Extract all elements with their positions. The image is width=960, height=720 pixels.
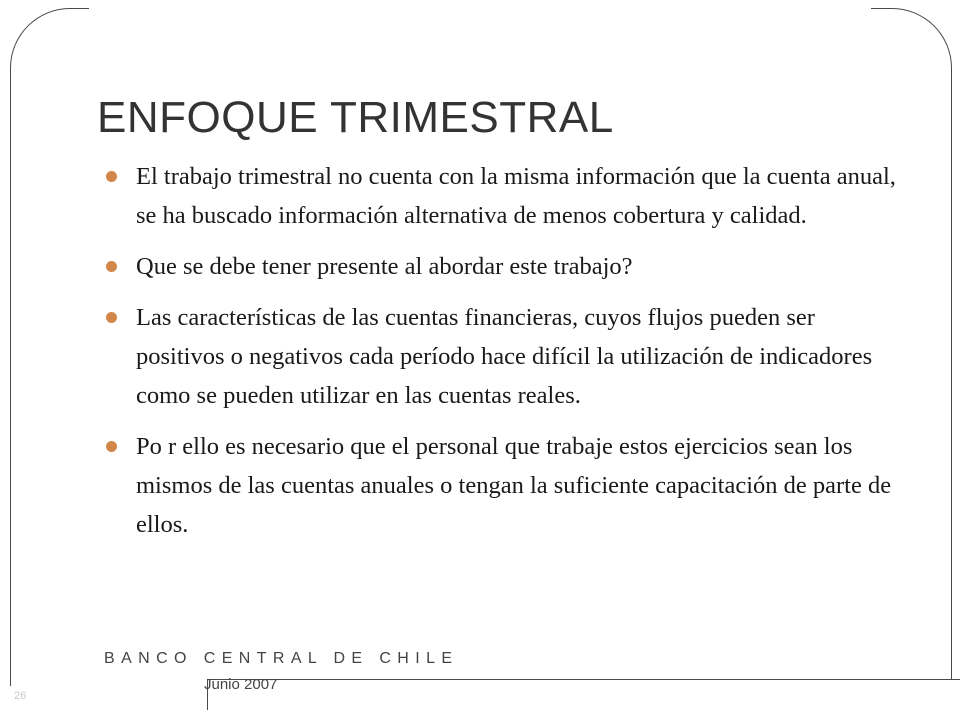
bullet-text: Las características de las cuentas financieras, cuyos flujos pueden ser positivos o negativos cada período hace difícil la utilización de indicadores como se pueden utilizar en las cuentas reales. [136, 304, 873, 409]
footer-date: Junio 2007 [204, 676, 278, 693]
bullet-item [106, 427, 896, 544]
footer-organization: BANCO CENTRAL DE CHILE [104, 650, 459, 667]
bullet-item [106, 157, 896, 235]
slide-number: 26 [14, 690, 27, 702]
bullet-item [106, 298, 896, 415]
bullet-text: Po r ello es necesario que el personal que trabaje estos ejercicios sean los mismos de las cuentas anuales o tengan la suficiente capacitación de parte de ellos. [136, 433, 892, 538]
frame-line-right [951, 88, 952, 680]
frame-corner-top-left [10, 8, 89, 87]
bullet-dot-icon [106, 171, 117, 182]
slide-title: ENFOQUE TRIMESTRAL [97, 93, 614, 142]
bullet-list [106, 157, 896, 556]
frame-corner-top-right [871, 8, 952, 89]
bullet-item [106, 247, 896, 286]
bullet-dot-icon [106, 441, 117, 452]
bullet-dot-icon [106, 261, 117, 272]
frame-line-bottom [207, 679, 960, 710]
bullet-text: Que se debe tener presente al abordar este trabajo? [136, 253, 633, 280]
bullet-text: El trabajo trimestral no cuenta con la misma información que la cuenta anual, se ha buscado información alternativa de menos cobertura y calidad. [136, 163, 896, 229]
bullet-dot-icon [106, 312, 117, 323]
frame-line-left [10, 86, 11, 686]
